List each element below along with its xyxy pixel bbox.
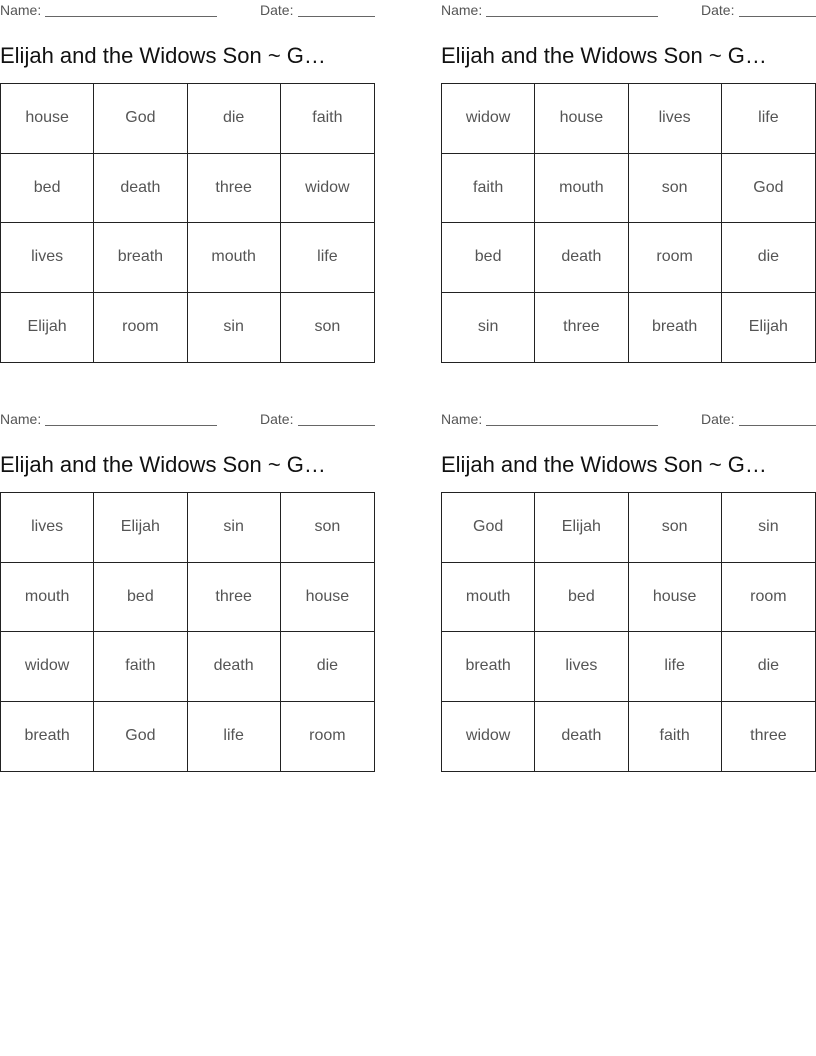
bingo-cell: son — [629, 154, 722, 224]
bingo-cell: house — [1, 84, 94, 154]
bingo-cell: room — [94, 293, 187, 363]
bingo-cell: bed — [535, 563, 628, 633]
bingo-cell: Elijah — [535, 493, 628, 563]
bingo-cell: sin — [188, 493, 281, 563]
bingo-cell: mouth — [535, 154, 628, 224]
bingo-cell: room — [722, 563, 815, 633]
bingo-cell: death — [535, 702, 628, 772]
card-title: Elijah and the Widows Son ~ G… — [0, 452, 326, 477]
bingo-cell: sin — [722, 493, 815, 563]
name-label: Name: — [441, 411, 483, 427]
bingo-cell: lives — [1, 223, 94, 293]
bingo-cell: lives — [1, 493, 94, 563]
bingo-cell: house — [281, 563, 374, 633]
bingo-grid — [441, 492, 816, 772]
bingo-cell: lives — [629, 84, 722, 154]
bingo-cell: die — [722, 223, 815, 293]
bingo-cell: mouth — [1, 563, 94, 633]
bingo-cell: sin — [188, 293, 281, 363]
bingo-cell: die — [188, 84, 281, 154]
bingo-cell: room — [309, 727, 346, 745]
name-date-header — [0, 0, 375, 20]
bingo-cell: God — [94, 84, 187, 154]
bingo-cell: three — [750, 727, 787, 745]
bingo-card — [0, 0, 375, 336]
date-blank-line[interactable] — [739, 425, 816, 426]
bingo-cell: house — [535, 84, 628, 154]
name-blank-line[interactable] — [45, 16, 217, 17]
bingo-cell: three — [188, 563, 281, 633]
bingo-grid — [0, 83, 375, 363]
date-label: Date: — [701, 411, 735, 427]
bingo-cell: faith — [281, 84, 374, 154]
date-label: Date: — [260, 2, 294, 18]
bingo-cell: sin — [442, 293, 535, 363]
bingo-cell: die — [281, 632, 374, 702]
bingo-cell: house — [629, 563, 722, 633]
bingo-cell: three — [535, 293, 628, 363]
bingo-cell: room — [629, 223, 722, 293]
bingo-cell: three — [188, 154, 281, 224]
name-date-header — [441, 0, 816, 20]
name-label: Name: — [0, 411, 42, 427]
bingo-cell: life — [722, 84, 815, 154]
bingo-grid — [0, 492, 375, 772]
bingo-cell: bed — [94, 563, 187, 633]
name-date-header — [0, 409, 375, 429]
bingo-cell: death — [535, 223, 628, 293]
bingo-cell: God — [94, 702, 187, 772]
bingo-cell: faith — [442, 154, 535, 224]
bingo-cell: faith — [629, 702, 722, 772]
bingo-cell: die — [722, 632, 815, 702]
bingo-card — [441, 0, 816, 336]
bingo-cell: God — [442, 493, 535, 563]
bingo-cell: Elijah — [94, 493, 187, 563]
name-blank-line[interactable] — [486, 425, 658, 426]
bingo-cell: death — [94, 154, 187, 224]
bingo-grid — [441, 83, 816, 363]
bingo-cell: lives — [535, 632, 628, 702]
bingo-cell: breath — [629, 293, 722, 363]
bingo-cell: son — [281, 493, 374, 563]
bingo-card — [441, 409, 816, 745]
bingo-cell: Elijah — [1, 293, 94, 363]
bingo-cell: breath — [442, 632, 535, 702]
bingo-cell: death — [188, 632, 281, 702]
bingo-cell: widow — [442, 702, 535, 772]
bingo-cell: faith — [94, 632, 187, 702]
bingo-cell: mouth — [188, 223, 281, 293]
date-blank-line[interactable] — [298, 425, 375, 426]
name-blank-line[interactable] — [486, 16, 658, 17]
bingo-cell: life — [188, 702, 281, 772]
bingo-cell: life — [629, 632, 722, 702]
bingo-cell: bed — [1, 154, 94, 224]
card-title: Elijah and the Widows Son ~ G… — [0, 43, 326, 68]
date-blank-line[interactable] — [739, 16, 816, 17]
date-label: Date: — [701, 2, 735, 18]
card-title: Elijah and the Widows Son ~ G… — [441, 43, 767, 68]
bingo-cell: widow — [281, 154, 374, 224]
bingo-cell: Elijah — [748, 318, 788, 336]
name-label: Name: — [441, 2, 483, 18]
date-blank-line[interactable] — [298, 16, 375, 17]
bingo-cell: son — [314, 318, 341, 336]
card-title: Elijah and the Widows Son ~ G… — [441, 452, 767, 477]
date-label: Date: — [260, 411, 294, 427]
bingo-card — [0, 409, 375, 745]
name-blank-line[interactable] — [45, 425, 217, 426]
bingo-cell: breath — [1, 702, 94, 772]
bingo-cell: breath — [94, 223, 187, 293]
bingo-cell: mouth — [442, 563, 535, 633]
bingo-cell: widow — [442, 84, 535, 154]
bingo-cell: life — [281, 223, 374, 293]
name-date-header — [441, 409, 816, 429]
bingo-cell: God — [722, 154, 815, 224]
bingo-cell: widow — [1, 632, 94, 702]
name-label: Name: — [0, 2, 42, 18]
bingo-cell: son — [629, 493, 722, 563]
bingo-cell: bed — [442, 223, 535, 293]
